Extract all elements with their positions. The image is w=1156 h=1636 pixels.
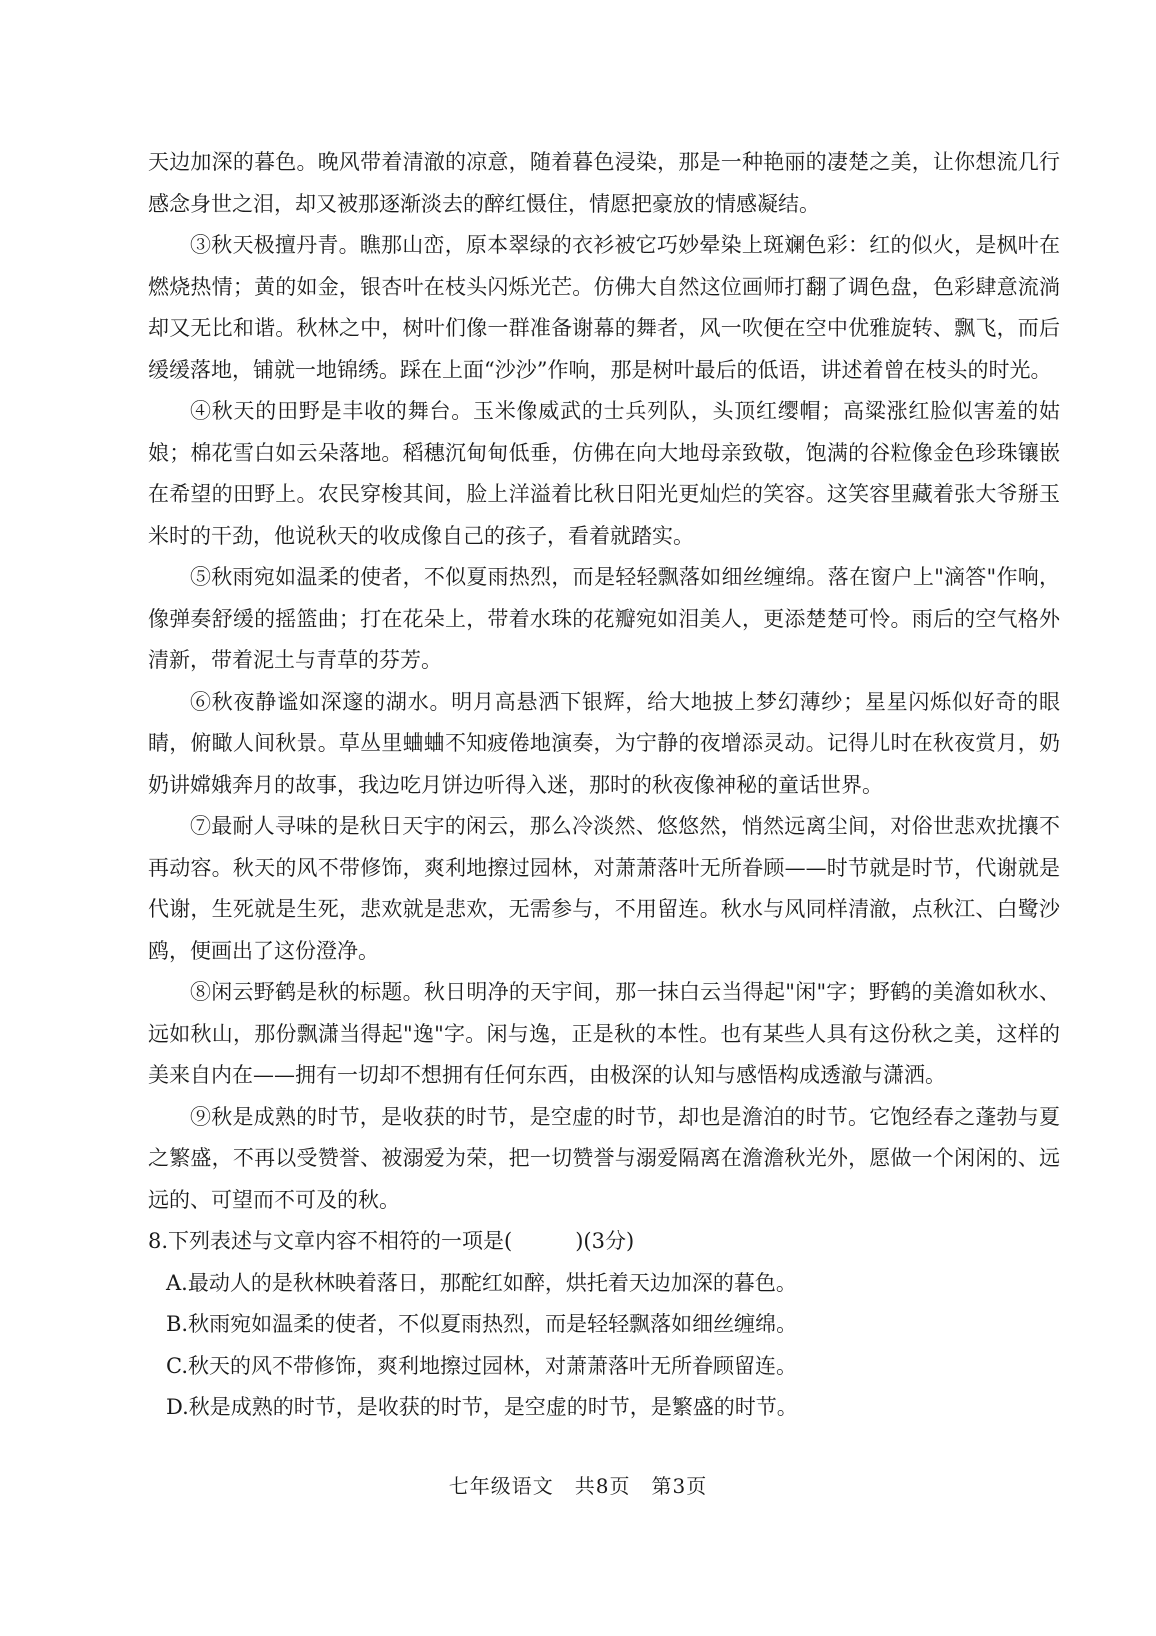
- paragraph: ⑨秋是成熟的时节，是收获的时节，是空虚的时节，却也是澹泊的时节。它饱经春之蓬勃与夏之繁盛，不再以受赞誉、被溺爱为荣，把一切赞誉与溺爱隔离在澹澹秋光外，愿做一个闲闲的、远远的、可望而不可及的秋。: [148, 1104, 1060, 1212]
- page-footer: 七年级语文 共8页 第3页: [448, 1474, 708, 1498]
- paragraph: ⑦最耐人寻味的是秋日天宇的闲云，那么冷淡然、悠悠然，悄然远离尘间，对俗世悲欢扰攘不再动容。秋天的风不带修饰，爽利地擦过园林，对萧萧落叶无所眷顾——时节就是时节，代谢就是代谢，生死就是生死，悲欢就是悲欢，无需参与，不用留连。秋水与风同样清澈，点秋江、白鹭沙鸥，便画出了这份澄净。: [148, 814, 1060, 963]
- paragraph: 天边加深的暮色。晚风带着清澈的凉意，随着暮色浸染，那是一种艳丽的凄楚之美，让你想流几行感念身世之泪，却又被那逐渐淡去的醉红慑住，情愿把豪放的情感凝结。: [148, 150, 1060, 216]
- paragraph: ③秋天极擅丹青。瞧那山峦，原本翠绿的衣衫被它巧妙晕染上斑斓色彩：红的似火，是枫叶在燃烧热情；黄的如金，银杏叶在枝头闪烁光芒。仿佛大自然这位画师打翻了调色盘，色彩肆意流淌却又无比和谐。秋林之中，树叶们像一群准备谢幕的舞者，风一吹便在空中优雅旋转、飘飞，而后缓缓落地，铺就一地锦绣。踩在上面“沙沙”作响，那是树叶最后的低语，讲述着曾在枝头的时光。: [148, 233, 1060, 382]
- option-b: B.秋雨宛如温柔的使者，不似夏雨热烈，而是轻轻飘落如细丝缠绵。: [166, 1312, 798, 1336]
- paragraph: ⑤秋雨宛如温柔的使者，不似夏雨热烈，而是轻轻飘落如细丝缠绵。落在窗户上"滴答"作响，像弹奏舒缓的摇篮曲；打在花朵上，带着水珠的花瓣宛如泪美人，更添楚楚可怜。雨后的空气格外清新，带着泥土与青草的芬芳。: [148, 565, 1060, 672]
- question-stem: 8.下列表述与文章内容不相符的一项是( )(3分): [148, 1229, 635, 1253]
- answer-options: [148, 1263, 1060, 1429]
- paragraph: ④秋天的田野是丰收的舞台。玉米像威武的士兵列队，头顶红缨帽；高粱涨红脸似害羞的姑娘；棉花雪白如云朵落地。稻穗沉甸甸低垂，仿佛在向大地母亲致敬，饱满的谷粒像金色珍珠镶嵌在希望的田野上。农民穿梭其间，脸上洋溢着比秋日阳光更灿烂的笑容。这笑容里藏着张大爷掰玉米时的干劲，他说秋天的收成像自己的孩子，看着就踏实。: [148, 399, 1060, 548]
- question-block: [148, 1221, 1060, 1429]
- option-d: D.秋是成熟的时节，是收获的时节，是空虚的时节，是繁盛的时节。: [166, 1395, 798, 1419]
- paragraph: ⑧闲云野鹤是秋的标题。秋日明净的天宇间，那一抹白云当得起"闲"字；野鹤的美澹如秋水、远如秋山，那份飘潇当得起"逸"字。闲与逸，正是秋的本性。也有某些人具有这份秋之美，这样的美来自内在——拥有一切却不想拥有任何东西，由极深的认知与感悟构成透澈与潇洒。: [148, 980, 1060, 1087]
- option-a: A.最动人的是秋林映着落日，那酡红如醉，烘托着天边加深的暮色。: [166, 1270, 797, 1295]
- option-c: C.秋天的风不带修饰，爽利地擦过园林，对萧萧落叶无所眷顾留连。: [166, 1353, 797, 1378]
- passage-body: [148, 142, 1060, 1429]
- paragraph: ⑥秋夜静谧如深邃的湖水。明月高悬洒下银辉，给大地披上梦幻薄纱；星星闪烁似好奇的眼睛，俯瞰人间秋景。草丛里蛐蛐不知疲倦地演奏，为宁静的夜增添灵动。记得儿时在秋夜赏月，奶奶讲嫦娥奔月的故事，我边吃月饼边听得入迷，那时的秋夜像神秘的童话世界。: [148, 689, 1060, 797]
